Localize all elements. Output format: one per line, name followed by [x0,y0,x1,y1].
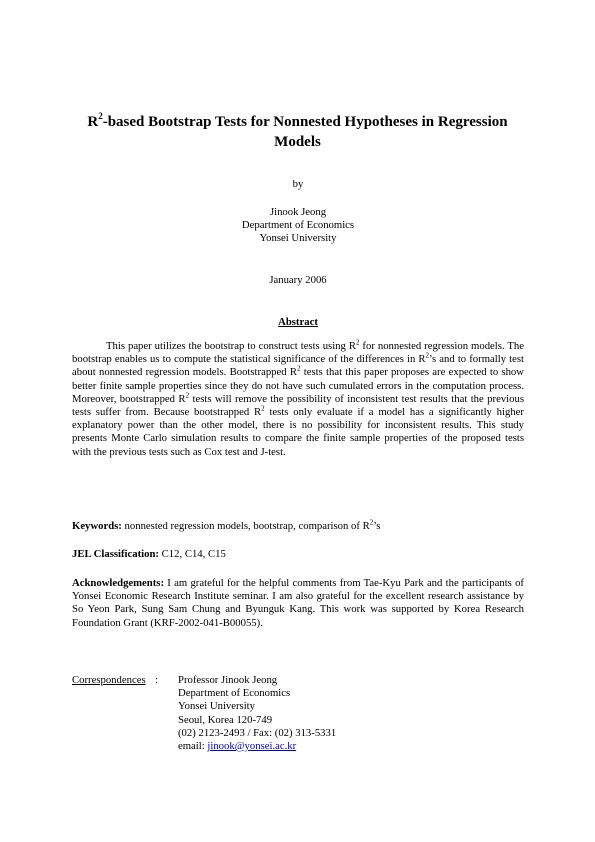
correspondence-line-phone: (02) 2123-2493 / Fax: (02) 313-5331 [178,726,337,739]
abstract-sup-5: 2 [261,404,265,413]
correspondence-line-city: Seoul, Korea 120-749 [178,713,273,726]
abstract-text-6: tests only evaluate if a model has a significantly higher explanatory power than the other model, there is no possibility for inconsistent results. This study presents Monte Carlo simulation results to compare the finite sample properties of the proposed tests with the previous tests such as Cox test and J-test. [72,406,524,458]
author-university: Yonsei University [259,232,337,245]
by-line: by [292,178,304,190]
correspondence-line-dept: Department of Economics [178,687,291,700]
jel-codes: C12, C14, C15 [159,548,226,560]
correspondence-colon: : [155,674,158,686]
correspondence-address [178,674,336,753]
abstract-sup-2: 2 [425,351,430,360]
abstract-text-5: tests will remove the possibility of inconsistent test results that the previous tests suffer from. Because bootstrapped R [72,392,524,419]
abstract-body [72,340,524,459]
title-line2: Models [274,134,321,150]
correspondence-line-univ: Yonsei University [178,700,255,713]
keywords-text: nonnested regression models, bootstrap, comparison of R [121,520,370,532]
correspondence-label-wrap [72,674,146,687]
author-department: Department of Economics [241,219,355,232]
title-r: R [87,114,99,130]
keywords-line [72,520,524,533]
correspondence-line-email [178,740,336,753]
author-name: Jinook Jeong [269,206,327,218]
keywords-label: Keywords: [72,520,122,532]
author-block [72,206,524,246]
abstract-heading-text: Abstract [278,316,318,328]
email-label: email: [178,740,208,753]
abstract-sup-1: 2 [355,338,360,347]
jel-line [72,548,524,561]
acknowledgements-text: I am grateful for the helpful comments from Tae-Kyu Park and the participants of Yonsei Economic Research Institute seminar. I am also grateful for the excellent research assistance by So Yeon Park, Sung Sam Chung and Byunguk Kang. This work was supported by Korea Research Foundation Grant (KRF-2002-041-B00055). [72,577,524,629]
acknowledgements-paragraph [72,577,524,630]
abstract-heading [72,316,524,329]
title-line1: -based Bootstrap Tests for Nonnested Hypotheses in Regression [102,114,508,130]
abstract-text-1: This paper utilizes the bootstrap to construct tests using R [106,340,356,352]
abstract-text-4: tests that this paper proposes are expected to show better finite sample properties since they do not have such cumulated errors in the computation process. Moreover, bootstrapped R [72,366,524,405]
abstract-text-3: ’s and to formally test about nonnested regression models. Bootstrapped R [72,353,524,379]
paper-title [60,112,535,152]
abstract-sup-4: 2 [185,391,190,400]
keywords-sup: 2 [369,518,374,527]
keywords-tail: ’s [373,520,381,532]
correspondence-label: Correspondences [72,674,146,686]
correspondence-line-name: Professor Jinook Jeong [178,674,278,686]
abstract-text-2: for nonnested regression models. The bootstrap enables us to compute the statistical significance of the differences in R [72,340,524,366]
abstract-sup-3: 2 [297,364,301,373]
jel-label: JEL Classification: [72,548,159,560]
email-link[interactable]: jinook@yonsei.ac.kr [207,740,297,753]
acknowledgements-label: Acknowledgements: [72,577,165,589]
title-superscript: 2 [98,111,103,121]
paper-date: January 2006 [269,274,327,286]
